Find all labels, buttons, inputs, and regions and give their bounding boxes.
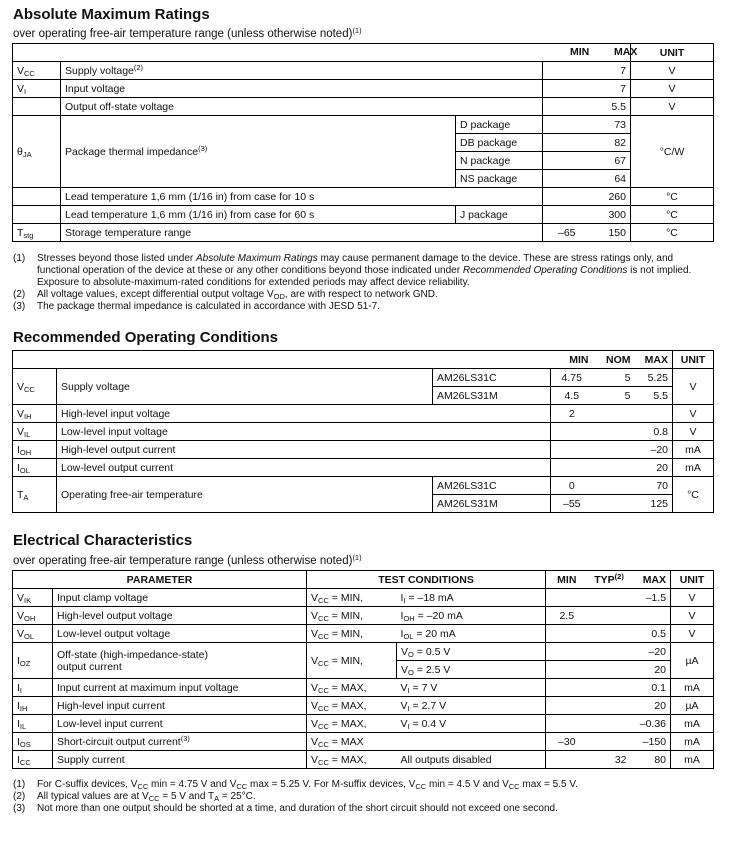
table-row [13,625,714,643]
table-row [13,715,714,733]
max-value: 260 [591,188,631,206]
package-condition: DB package [456,134,543,152]
symbol: $T_{stg}$ [13,224,61,242]
parameter: Input current at maximum input voltage [53,679,307,697]
test-condition: $V_I = 2.7$ V [397,697,546,715]
amr-header-row [13,44,714,62]
package-condition: N package [456,152,543,170]
footnote: (3) Not more than one output should be shorted at a time, and duration of the short circuit should not exceed one second. [13,803,558,814]
symbol: $V_{OH}$ [13,607,53,625]
nom-value: 5 [593,369,635,387]
min-value: 4.75 [551,369,593,387]
test-condition: $I_I = -18$ mA [397,589,546,607]
unit: °C [631,188,714,206]
unit: °C [673,477,714,513]
symbol: $I_{OH}$ [13,441,57,459]
ec-header-row [13,571,714,589]
table-row [13,369,714,387]
ec-header-test-conditions: TEST CONDITIONS [307,571,546,589]
unit: mA [671,751,714,769]
symbol: $V_I$ [13,80,61,98]
amr-subtitle: over operating free-air temperature range (unless otherwise noted)$^{(1)}$ [13,26,362,40]
table-row [13,98,714,116]
unit: V [673,369,714,405]
parameter: High-level input current [53,697,307,715]
parameter: Supply current [53,751,307,769]
parameter: Low-level input voltage [57,423,551,441]
max-value: 125 [635,495,673,513]
device: AM26LS31M [433,495,551,513]
footnote: (2) All voltage values, except differential output voltage $V_{OD}$, are with respect to network GND. [13,289,438,301]
min-value: –55 [551,495,593,513]
max-value: 67 [591,152,631,170]
max-value: 20 [631,697,671,715]
max-value: 5.5 [635,387,673,405]
ec-header-max: MAX [631,571,671,589]
parameter: Package thermal impedance$^{(3)}$ [61,116,456,188]
parameter: Low-level output current [57,459,551,477]
symbol: $V_{IL}$ [13,423,57,441]
min-value: 2.5 [546,607,588,625]
min-value: 0 [551,477,593,495]
unit: °C [631,224,714,242]
parameter: Storage temperature range [61,224,543,242]
table-row [13,477,714,495]
parameter: Off-state (high-impedance-state) output current [53,643,307,679]
table-row [13,607,714,625]
table-row [13,459,714,477]
test-condition-vcc: $V_{CC}$ = MAX, [307,751,397,769]
test-condition-vcc: $V_{CC}$ = MIN, [307,589,397,607]
footnote: (3) The package thermal impedance is calculated in accordance with JESD 51-7. [13,301,380,312]
max-value: 70 [635,477,673,495]
min-value: –30 [546,733,588,751]
unit: mA [671,679,714,697]
parameter: High-level output current [57,441,551,459]
symbol: $V_{CC}$ [13,62,61,80]
test-condition-vcc: $V_{CC}$ = MAX, [307,679,397,697]
symbol: $T_A$ [13,477,57,513]
ec-subtitle: over operating free-air temperature range (unless otherwise noted)$^{(1)}$ [13,553,362,567]
max-value: –1.5 [631,589,671,607]
unit: mA [673,441,714,459]
typ-value: 32 [588,751,631,769]
roc-header-unit: UNIT [673,351,714,369]
parameter: Short-circuit output current$^{(3)}$ [53,733,307,751]
max-value: 5.5 [591,98,631,116]
roc-header-min: MIN [551,351,593,369]
roc-title: Recommended Operating Conditions [13,329,279,346]
unit: µA [671,697,714,715]
table-row [13,62,714,80]
parameter: Output off-state voltage [61,98,543,116]
symbol: $I_{IL}$ [13,715,53,733]
parameter: Input clamp voltage [53,589,307,607]
device: AM26LS31C [433,369,551,387]
ec-header-parameter: PARAMETER [13,571,307,589]
symbol: $\theta_{JA}$ [13,116,61,188]
test-condition: $I_{OH} = -20$ mA [397,607,546,625]
table-row [13,697,714,715]
max-value: 150 [591,224,631,242]
unit: V [673,423,714,441]
symbol: $V_{IK}$ [13,589,53,607]
table-row [13,116,714,134]
symbol: $I_I$ [13,679,53,697]
max-value: 5.25 [635,369,673,387]
symbol: $V_{IH}$ [13,405,57,423]
max-value: 64 [591,170,631,188]
max-value: 300 [591,206,631,224]
unit: V [631,98,714,116]
table-row [13,224,714,242]
package-condition: NS package [456,170,543,188]
unit: V [671,625,714,643]
ec-footnotes [13,779,703,815]
min-value: 2 [551,405,593,423]
table-row [13,80,714,98]
unit: V [673,405,714,423]
table-row [13,188,714,206]
roc-header-max: MAX [635,351,673,369]
symbol: $I_{OS}$ [13,733,53,751]
unit: °C/W [631,116,714,188]
max-value: –20 [631,643,671,661]
test-condition-vcc: $V_{CC}$ = MIN, [307,643,397,679]
test-condition: $V_I = 0.4$ V [397,715,546,733]
max-value: 7 [591,80,631,98]
amr-header-min: MIN [570,46,590,58]
test-condition-vcc: $V_{CC}$ = MIN, [307,607,397,625]
max-value: 0.8 [635,423,673,441]
test-condition: $V_O = 0.5$ V [397,643,546,661]
max-value: 7 [591,62,631,80]
amr-table [12,43,714,242]
parameter: Lead temperature 1,6 mm (1/16 in) from case for 60 s [61,206,456,224]
symbol: $I_{OZ}$ [13,643,53,679]
test-condition-vcc: $V_{CC}$ = MIN, [307,625,397,643]
test-condition-vcc: $V_{CC}$ = MAX, [307,715,397,733]
unit: °C [631,206,714,224]
symbol: $V_{OL}$ [13,625,53,643]
table-row [13,679,714,697]
max-value: –150 [631,733,671,751]
test-condition: $V_I = 7$ V [397,679,546,697]
test-condition-vcc: $V_{CC}$ = MAX, [307,697,397,715]
ec-header-min: MIN [546,571,588,589]
amr-header-max: MAX [614,46,638,58]
parameter: Lead temperature 1,6 mm (1/16 in) from case for 10 s [61,188,543,206]
symbol: $I_{CC}$ [13,751,53,769]
unit: V [631,80,714,98]
test-condition-vcc: $V_{CC}$ = MAX [307,733,397,751]
symbol: $V_{CC}$ [13,369,57,405]
amr-header-unit: UNIT [631,44,714,62]
roc-header-nom: NOM [593,351,635,369]
package-condition: D package [456,116,543,134]
max-value: –20 [635,441,673,459]
max-value: 80 [631,751,671,769]
amr-title: Absolute Maximum Ratings [13,6,210,23]
roc-header-row [13,351,714,369]
table-row [13,589,714,607]
symbol: $I_{IH}$ [13,697,53,715]
table-row [13,206,714,224]
min-value: 4.5 [551,387,593,405]
unit: mA [671,733,714,751]
parameter: High-level input voltage [57,405,551,423]
unit: V [671,607,714,625]
nom-value: 5 [593,387,635,405]
test-condition: $V_O = 2.5$ V [397,661,546,679]
symbol: $I_{OL}$ [13,459,57,477]
ec-title: Electrical Characteristics [13,532,193,549]
max-value: 73 [591,116,631,134]
max-value: 0.1 [631,679,671,697]
roc-table [12,350,714,513]
table-row [13,441,714,459]
device: AM26LS31C [433,477,551,495]
footnote: (1) Stresses beyond those listed under Absolute Maximum Ratings may cause permanent damage to the device. These are stress ratings only, and functional operation of the device at these or any other conditions beyond those indicated under Recommended Operating Conditions is not implied. Exposure to absolute-maximum-rated conditions for extended periods may affect device reliability. [13,253,692,288]
amr-footnotes [13,253,703,313]
parameter: Supply voltage$^{(2)}$ [61,62,543,80]
ec-header-unit: UNIT [671,571,714,589]
package-condition: J package [456,206,543,224]
parameter: Low-level input current [53,715,307,733]
table-row [13,733,714,751]
max-value: 0.5 [631,625,671,643]
unit: V [631,62,714,80]
unit: mA [673,459,714,477]
footnote: (1) For C-suffix devices, $V_{CC}$ min = 4.75 V and $V_{CC}$ max = 5.25 V. For M-suffix devices, $V_{CC}$ min = 4.5 V and $V_{CC}$ max = 5.5 V. [13,779,578,791]
max-value: 82 [591,134,631,152]
table-row [13,643,714,661]
parameter: Supply voltage [57,369,433,405]
max-value: 20 [631,661,671,679]
ec-header-typ: TYP$^{(2)}$ [588,571,631,589]
footnote: (2) All typical values are at $V_{CC} = 5$ V and $T_A = 25^\circ C$. [13,791,256,803]
parameter: Low-level output voltage [53,625,307,643]
table-row [13,423,714,441]
table-row [13,751,714,769]
unit: µA [671,643,714,679]
unit: mA [671,715,714,733]
max-value: 20 [635,459,673,477]
parameter: Operating free-air temperature [57,477,433,513]
min-value: –65 [543,224,591,242]
ec-table [12,570,714,769]
table-row [13,405,714,423]
parameter: Input voltage [61,80,543,98]
test-condition: $I_{OL} = 20$ mA [397,625,546,643]
unit: V [671,589,714,607]
device: AM26LS31M [433,387,551,405]
test-condition: All outputs disabled [397,751,546,769]
parameter: High-level output voltage [53,607,307,625]
max-value: –0.36 [631,715,671,733]
